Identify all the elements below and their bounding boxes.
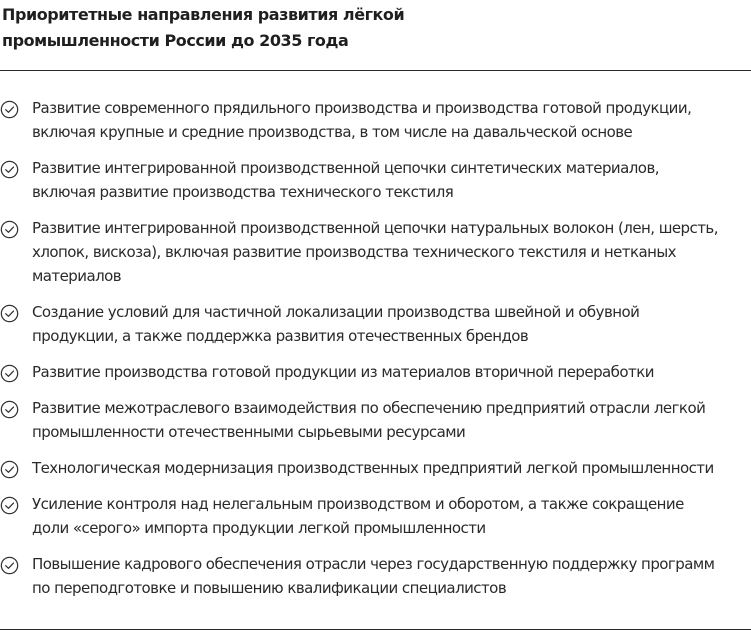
list-item — [0, 300, 751, 360]
list-item-text: Развитие межотраслевого взаимодействия по обеспечению предприятий отрасли легкой промышленности отечественными сырьевыми ресурсами — [32, 399, 706, 441]
top-divider — [0, 70, 751, 71]
list-item-text: Технологическая модернизация производственных предприятий легкой промышленности — [32, 459, 714, 477]
priority-list — [0, 96, 751, 612]
list-item — [0, 492, 751, 552]
check-circle-icon — [0, 460, 19, 479]
list-item — [0, 96, 751, 156]
title-line: промышленности России до 2035 года — [2, 31, 349, 50]
check-circle-icon — [0, 100, 19, 119]
list-item-text: Развитие интегрированной производственной цепочки натуральных волокон (лен, шерсть, хлопок, вискоза), включая развитие производства технического текстиля и нетканых материалов — [32, 219, 718, 285]
check-circle-icon — [0, 364, 19, 383]
list-item — [0, 552, 751, 612]
bottom-divider — [0, 629, 751, 630]
list-item — [0, 156, 751, 216]
check-circle-icon — [0, 220, 19, 239]
title-line: Приоритетные направления развития лёгкой — [2, 5, 405, 24]
list-item — [0, 216, 751, 300]
list-item — [0, 396, 751, 456]
list-item-text: Повышение кадрового обеспечения отрасли через государственную поддержку программ по переподготовке и повышению квалификации специалистов — [32, 555, 715, 597]
check-circle-icon — [0, 400, 19, 419]
list-item — [0, 360, 751, 396]
list-item — [0, 456, 751, 492]
list-item-text: Создание условий для частичной локализации производства швейной и обувной продукции, а также поддержка развития отечественных брендов — [32, 303, 640, 345]
list-item-text: Усиление контроля над нелегальным производством и оборотом, а также сокращение доли «серого» импорта продукции легкой промышленности — [32, 495, 684, 537]
list-item-text: Развитие современного прядильного производства и производства готовой продукции, включая крупные и средние производства, в том числе на давальческой основе — [32, 99, 692, 141]
list-item-text: Развитие производства готовой продукции из материалов вторичной переработки — [32, 363, 654, 381]
list-item-text: Развитие интегрированной производственной цепочки синтетических материалов, включая развитие производства технического текстиля — [32, 159, 659, 201]
check-circle-icon — [0, 160, 19, 179]
page-title — [2, 2, 742, 54]
check-circle-icon — [0, 304, 19, 323]
check-circle-icon — [0, 496, 19, 515]
check-circle-icon — [0, 556, 19, 575]
